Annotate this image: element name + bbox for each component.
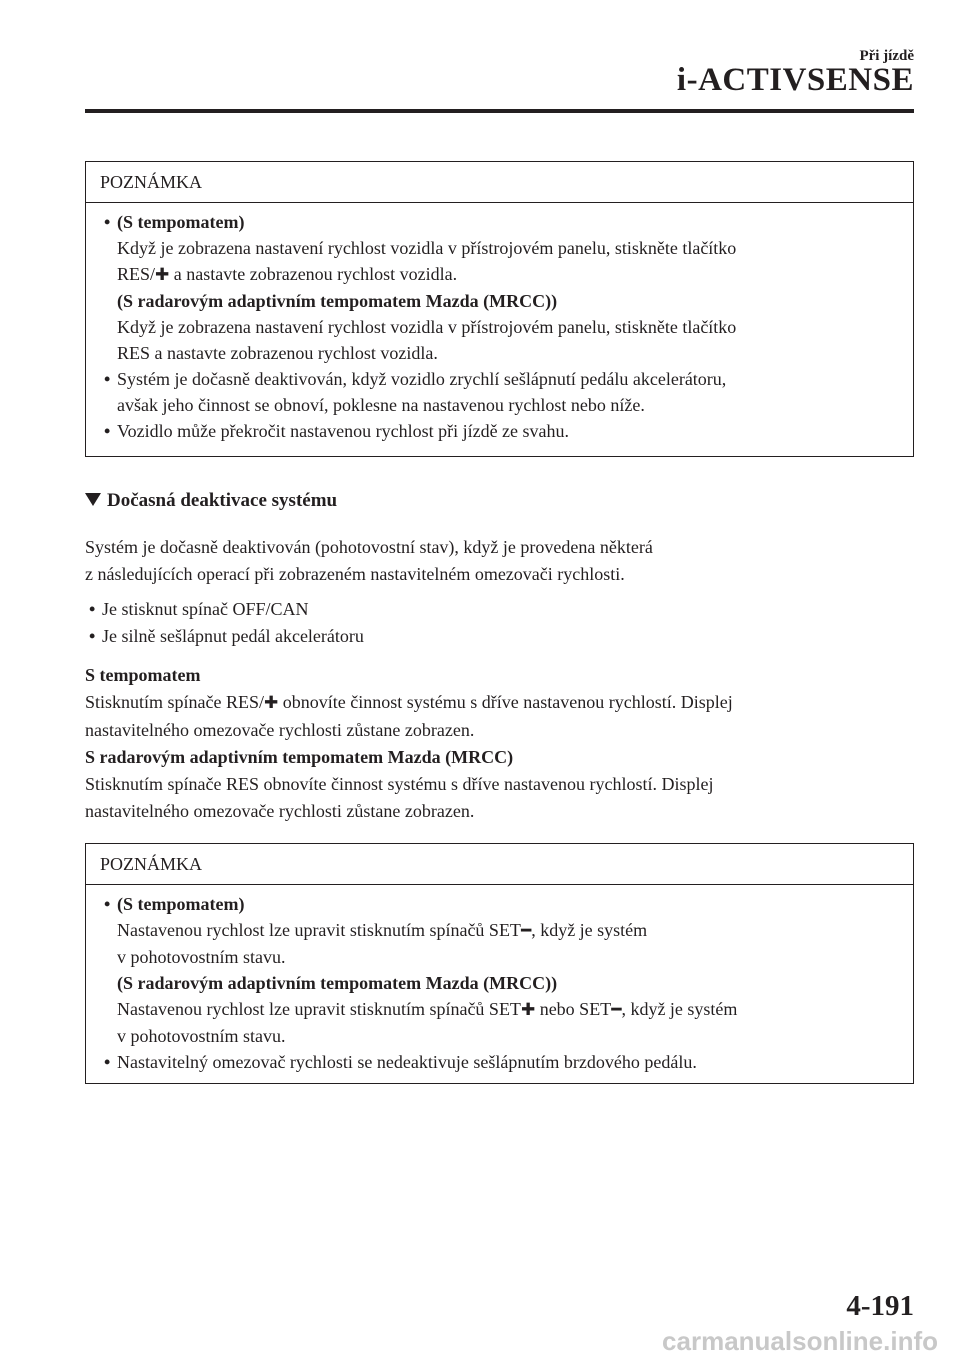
note-line (100, 1049, 899, 1075)
list-item (85, 623, 914, 650)
para-line: z následujících operací při zobrazeném nastavitelném omezovači rychlosti. (85, 564, 625, 584)
note-line (100, 996, 899, 1023)
cruise-section (85, 662, 914, 825)
header-rule (85, 109, 914, 113)
bullet-icon: • (104, 369, 111, 389)
note-text: Nastavenou rychlost lze upravit stisknutím spínačů SET (117, 920, 521, 940)
plus-icon: ✚ (155, 265, 170, 285)
section-title-text: Dočasná deaktivace systému (107, 490, 338, 511)
header-section-label: Při jízdě (859, 48, 914, 64)
bullet-list (85, 596, 914, 650)
para-line: nastavitelného omezovače rychlosti zůstane zobrazen. (85, 720, 475, 740)
note-line (100, 261, 899, 288)
para-line: Stisknutím spínače RES obnovíte činnost systému s dříve nastavenou rychlostí. Displej (85, 774, 714, 794)
subheading: S tempomatem (85, 665, 201, 685)
para-text: Stisknutím spínače RES/ (85, 692, 265, 712)
bullet-icon: • (104, 1052, 111, 1072)
bullet-icon: • (89, 626, 96, 646)
note-line (100, 418, 899, 444)
note-text: Systém je dočasně deaktivován, když vozidlo zrychlí sešlápnutí pedálu akcelerátoru, (117, 369, 727, 389)
minus-icon: ━ (520, 921, 532, 941)
list-item-text: Je silně sešlápnut pedál akcelerátoru (102, 626, 364, 646)
note-line: Když je zobrazena nastavení rychlost vozidla v přístrojovém panelu, stiskněte tlačítko (117, 317, 737, 337)
bullet-icon: • (104, 421, 111, 441)
minus-icon: ━ (611, 1000, 622, 1020)
note-text: (S tempomatem) (117, 212, 245, 232)
note-text: Vozidlo může překročit nastavenou rychlost při jízdě ze svahu. (117, 421, 570, 441)
note-line (100, 917, 899, 944)
note-line: (S radarovým adaptivním tempomatem Mazda (MRCC)) (117, 973, 558, 993)
para-line: Systém je dočasně deaktivován (pohotovostní stav), když je provedena některá (85, 537, 653, 557)
note-line: v pohotovostním stavu. (117, 947, 286, 967)
para-text: obnovíte činnost systému s dříve nastavenou rychlostí. Displej (278, 692, 733, 712)
note-line: avšak jeho činnost se obnoví, poklesne na nastavenou rychlost nebo níže. (117, 395, 645, 415)
header-title: i-ACTIVSENSE (676, 62, 914, 98)
note-heading: POZNÁMKA (86, 844, 913, 885)
subheading: S radarovým adaptivním tempomatem Mazda (MRCC) (85, 747, 514, 767)
note-text: (S tempomatem) (117, 894, 245, 914)
note-text: , když je systém (621, 999, 738, 1019)
note-text: nebo SET (535, 999, 612, 1019)
bullet-icon: • (104, 212, 111, 232)
para-line: nastavitelného omezovače rychlosti zůstane zobrazen. (85, 801, 475, 821)
section-title (85, 488, 337, 514)
note-line (100, 366, 899, 392)
para-line (85, 689, 914, 717)
plus-icon: ✚ (520, 1000, 536, 1020)
note-text: RES/ (117, 264, 156, 284)
page-number: 4-191 (846, 1290, 914, 1322)
bullet-icon: • (104, 894, 111, 914)
note-body (86, 203, 913, 452)
note-box-1 (85, 161, 914, 457)
watermark: carmanualsonline.info (662, 1326, 938, 1356)
plus-icon: ✚ (264, 693, 279, 713)
note-line: Když je zobrazena nastavení rychlost vozidla v přístrojovém panelu, stiskněte tlačítko (117, 238, 737, 258)
note-body (86, 885, 913, 1083)
note-box-2 (85, 843, 914, 1084)
note-text: Nastavitelný omezovač rychlosti se nedeaktivuje sešlápnutím brzdového pedálu. (117, 1052, 697, 1072)
note-line: RES a nastavte zobrazenou rychlost vozidla. (117, 343, 438, 363)
bullet-icon: • (89, 599, 96, 619)
note-line: v pohotovostním stavu. (117, 1026, 286, 1046)
list-item-text: Je stisknut spínač OFF/CAN (102, 599, 309, 619)
note-text: a nastavte zobrazenou rychlost vozidla. (169, 264, 458, 284)
list-item (85, 596, 914, 623)
note-line: (S radarovým adaptivním tempomatem Mazda (MRCC)) (117, 291, 558, 311)
note-line (100, 209, 899, 235)
triangle-down-icon (85, 493, 101, 506)
note-text: Nastavenou rychlost lze upravit stisknutím spínačů SET (117, 999, 521, 1019)
note-text: , když je systém (531, 920, 648, 940)
note-heading: POZNÁMKA (86, 162, 913, 203)
note-line (100, 891, 899, 917)
section-paragraph (85, 534, 914, 588)
